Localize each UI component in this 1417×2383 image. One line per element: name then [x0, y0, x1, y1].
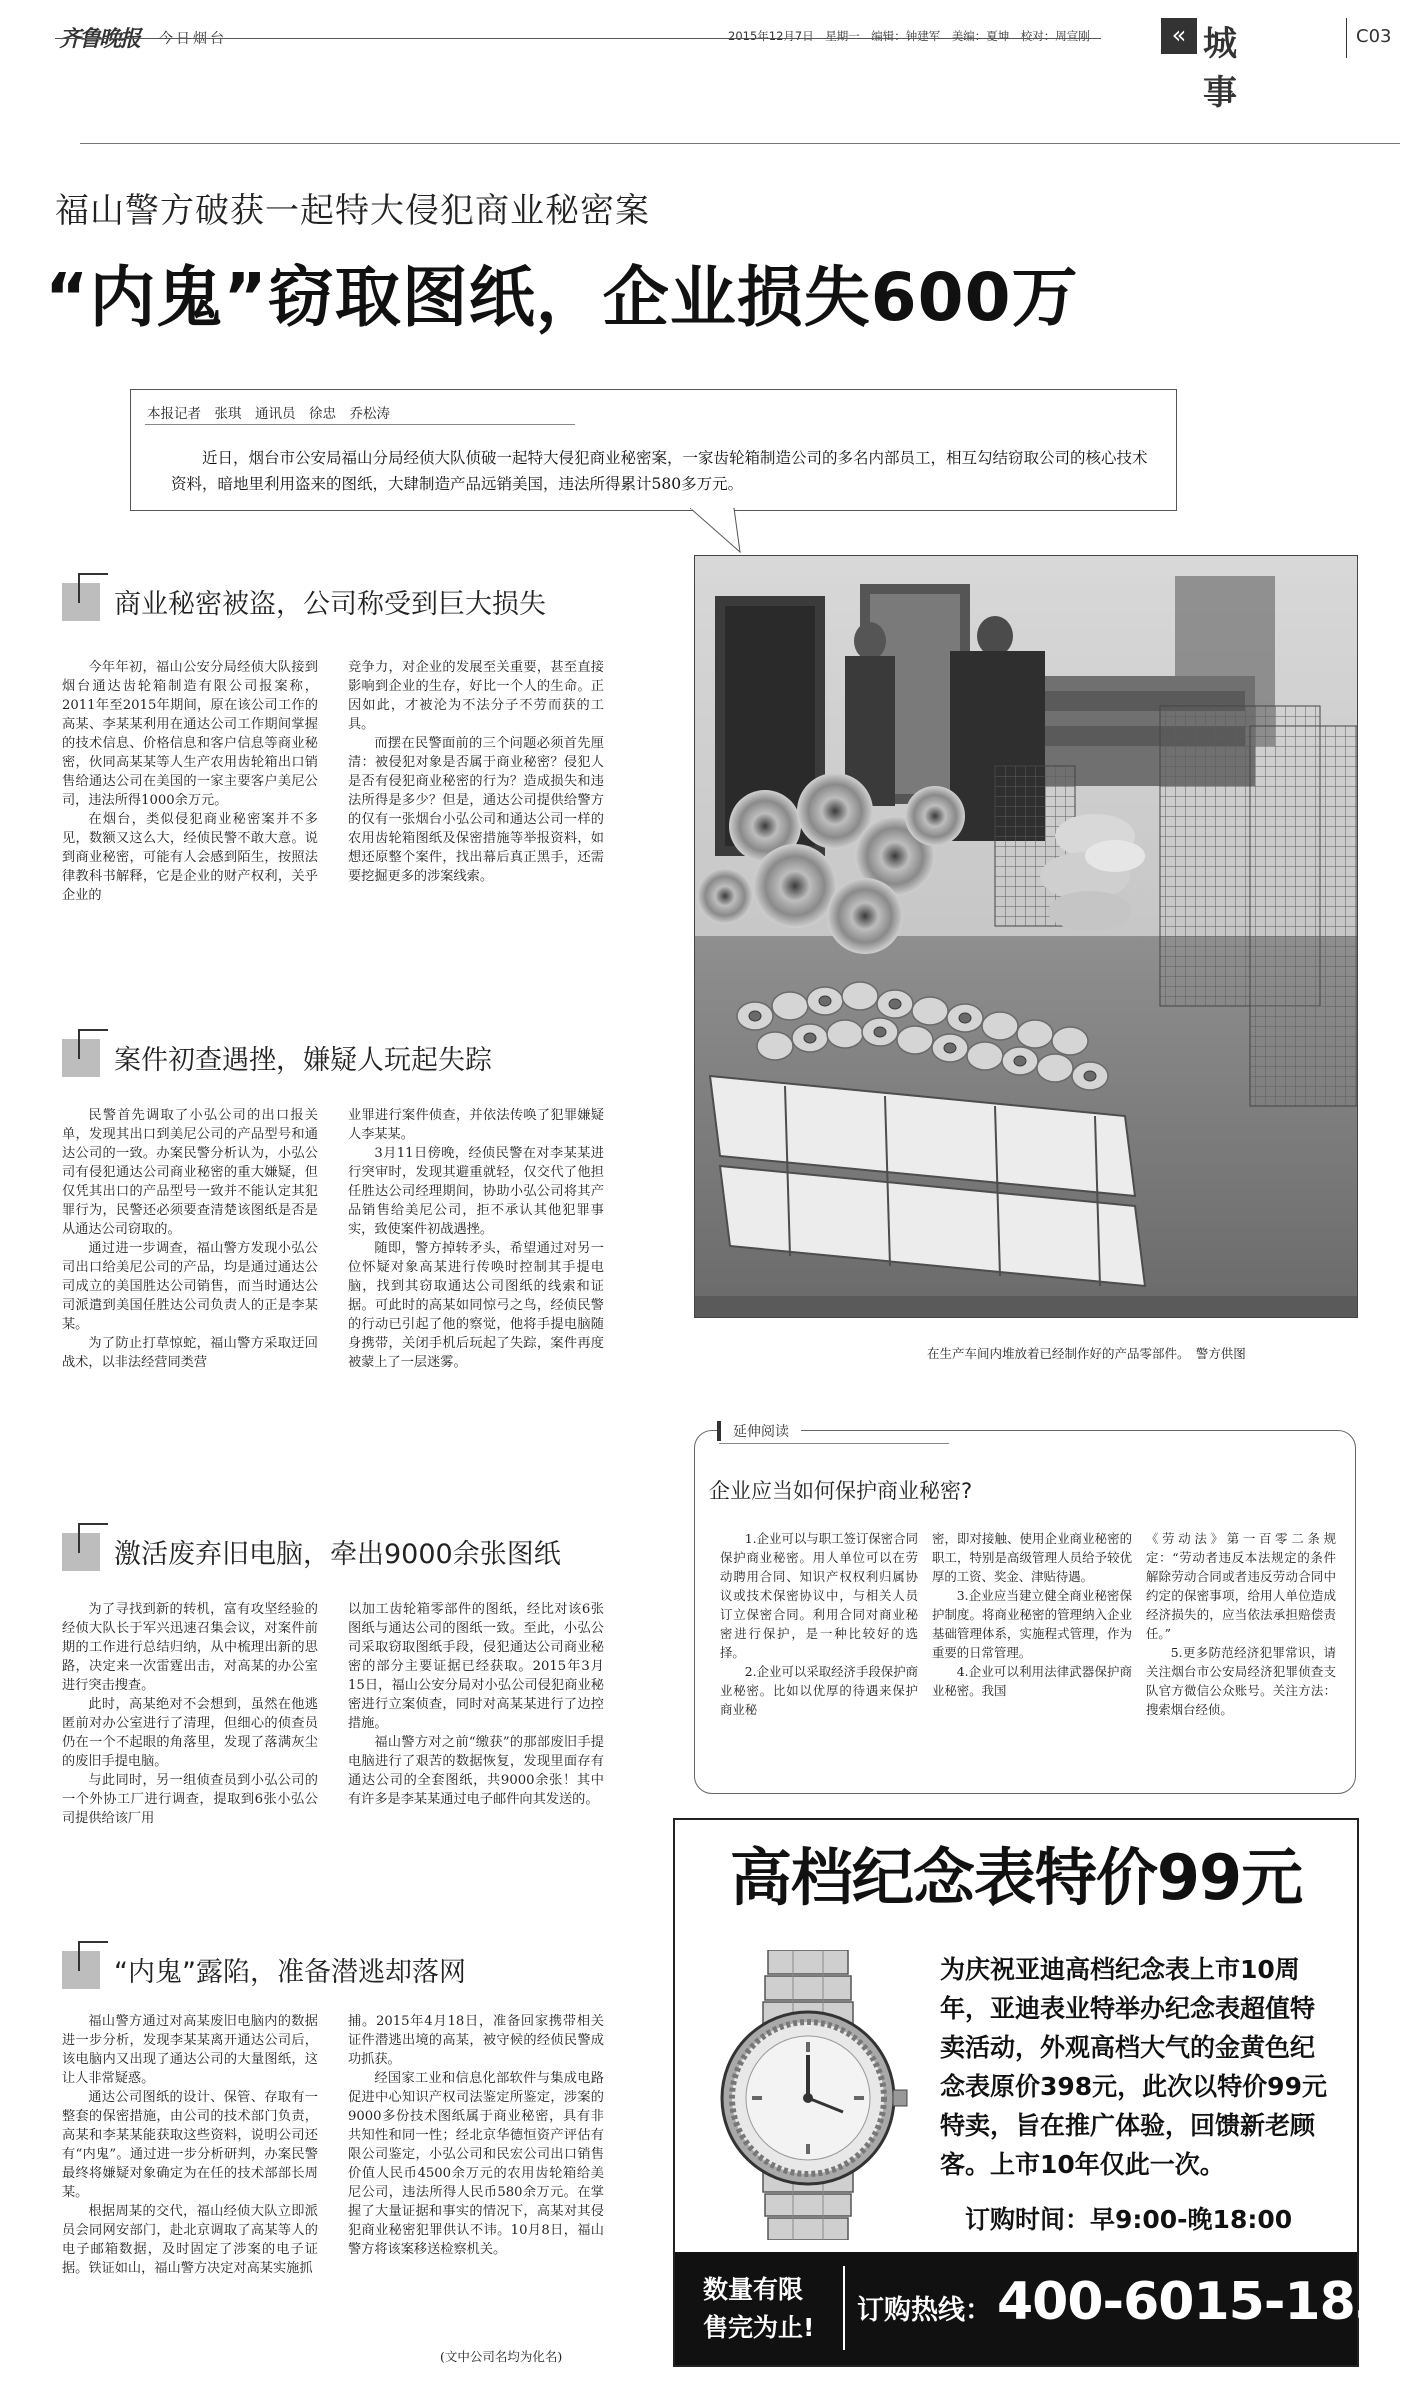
section-tag: 今日烟台	[159, 31, 227, 47]
paragraph: 经国家工业和信息化部软件与集成电路促进中心知识产权司法鉴定所鉴定，涉案的9000多份技术图纸属于商业秘密，具有非共知性和同一性；经北京华德恒资产评估有限公司鉴定，小弘公司和民宏公司出口销售价值人民币4500余万元的农用齿轮箱给美尼公司，违法所得人民币580余万元。在掌握了大量证据和事实的情况下，高某对其侵犯商业秘密犯罪供认不讳。10月8日，福山警方将该案移送检察机关。	[348, 2071, 604, 2257]
ad-hotline-label: 订购热线：	[857, 2295, 992, 2326]
section-4-heading	[62, 1950, 466, 1989]
page-number: C03	[1356, 26, 1392, 47]
paragraph: 民警首先调取了小弘公司的出口报关单，发现其出口到美尼公司的产品型号和通达公司的一致。办案民警分析认为，小弘公司有侵犯通达公司商业秘密的重大嫌疑，但仅凭其出口的产品型号一致并不能认定其犯罪行为，民警还必须要查清楚该图纸是否是从通达公司窃取的。	[62, 1108, 318, 1237]
warehouse-photo-illustration	[695, 556, 1357, 1317]
section-4-col-2	[348, 2012, 604, 2259]
masthead-divider	[1346, 18, 1347, 58]
byline-rule	[145, 424, 575, 425]
sidebar-tag-rule	[719, 1443, 949, 1444]
section-marker-icon	[62, 1951, 100, 1989]
column-title: 城事	[1203, 24, 1240, 113]
newspaper-logo: 齐鲁晚报	[59, 26, 140, 52]
paragraph: 为了防止打草惊蛇，福山警方采取迂回战术，以非法经营同类营	[62, 1336, 318, 1370]
lead-box	[130, 389, 1177, 511]
sidebar-box	[694, 1424, 1356, 1794]
ad-body: 为庆祝亚迪高档纪念表上市10周年，亚迪表业特举办纪念表超值特卖活动，外观高档大气的金黄色纪念表原价398元，此次以特价99元特卖，旨在推广体验，回馈新老顾客。上市10年仅此一次。	[940, 1955, 1327, 2179]
column-badge	[1161, 16, 1271, 113]
paragraph: 2.企业可以采取经济手段保护商业秘密。比如以优厚的待遇来保护商业秘	[720, 1664, 918, 1717]
section-marker-icon	[62, 1533, 100, 1571]
section-2-title: 案件初查遇挫，嫌疑人玩起失踪	[114, 1045, 492, 1076]
watch-advertisement	[673, 1818, 1390, 2367]
section-marker-icon	[62, 1039, 100, 1077]
paragraph: 而摆在民警面前的三个问题必须首先厘清：被侵犯对象是否属于商业秘密？侵犯人是否有侵犯商业秘密的行为？造成损失和违法所得是多少？但是，通达公司提供给警方的仅有一张烟台小弘公司和通达公司一样的农用齿轮箱图纸及保密措施等举报资料，如想还原整个案件，找出幕后真正黑手，还需要挖掘更多的涉案线索。	[348, 736, 604, 884]
sidebar-col-1	[720, 1529, 918, 1719]
top-rule	[80, 143, 1400, 144]
byline: 本报记者 张琪 通讯员 徐忠 乔松涛	[147, 406, 390, 422]
section-3-title: 激活废弃旧电脑，牵出9000余张图纸	[114, 1539, 561, 1570]
paragraph: 捕。2015年4月18日，准备回家携带相关证件潜逃出境的高某，被守候的经侦民警成功抓获。	[348, 2014, 604, 2067]
paragraph: 5.更多防范经济犯罪常识，请关注烟台市公安局经济犯罪侦查支队官方微信公众账号。关注方法：搜索烟台经侦。	[1146, 1645, 1336, 1717]
paragraph: 在烟台，类似侵犯商业秘密案并不多见，数额又这么大，经侦民警不敢大意。说到商业秘密，可能有人会感到陌生，按照法律教科书解释，它是企业的财产权利，关乎企业的	[62, 812, 318, 903]
sidebar-title: 企业应当如何保护商业秘密?	[709, 1479, 973, 1503]
paragraph: 4.企业可以利用法律武器保护商业秘密。我国	[932, 1664, 1132, 1698]
sidebar-tag: 延伸阅读	[717, 1421, 801, 1441]
ad-title: 高档纪念表特价99元	[729, 1841, 1303, 1914]
paragraph: 以加工齿轮箱零部件的图纸，经比对该6张图纸与通达公司的图纸一致。至此，小弘公司采取窃取图纸手段，侵犯通达公司商业秘密的部分主要证据已经获取。2015年3月15日，福山公安分局对小弘公司侵犯商业秘密进行立案侦查，同时对高某某进行了边控措施。	[348, 1602, 604, 1731]
section-1-heading	[62, 582, 546, 621]
section-1-col-1	[62, 658, 318, 905]
section-2-col-1	[62, 1106, 318, 1372]
headline-main: “内鬼”窃取图纸，企业损失600万	[45, 259, 1079, 336]
headline-kicker: 福山警方破获一起特大侵犯商业秘密案	[55, 191, 650, 231]
masthead-rule	[55, 38, 1101, 39]
section-3-col-2	[348, 1600, 604, 1809]
paragraph: 通达公司图纸的设计、保管、存取有一整套的保密措施，由公司的技术部门负责，高某和李某某能获取这些资料，说明公司还有“内鬼”。通过进一步分析研判，办案民警最终将嫌疑对象确定为在任的技术部部长周某。	[62, 2090, 318, 2200]
watch-image	[693, 1950, 923, 2240]
section-marker-icon	[62, 583, 100, 621]
ad-hotline-divider	[843, 2266, 845, 2350]
paragraph: 通过进一步调查，福山警方发现小弘公司出口给美尼公司的产品，均是通过通达公司成立的美国胜达公司销售，而当时通达公司派遣到美国任胜达公司负责人的正是李某某。	[62, 1241, 318, 1332]
ad-order-time: 订购时间：早9:00-晚18:00	[965, 2205, 1293, 2234]
paragraph: 为了寻找到新的转机，富有攻坚经验的经侦大队长于军兴迅速召集会议，对案件前期的工作进行总结归纳，从中梳理出新的思路，决定来一次雷霆出击，对高某的办公室进行突击搜查。	[62, 1602, 318, 1693]
section-1-col-2	[348, 658, 604, 886]
sidebar-col-3	[1146, 1529, 1336, 1719]
news-photo	[694, 555, 1358, 1318]
wristwatch-icon	[693, 1950, 923, 2240]
paragraph: 业罪进行案件侦查，并依法传唤了犯罪嫌疑人李某某。	[348, 1108, 604, 1142]
section-4-title: “内鬼”露陷，准备潜逃却落网	[114, 1957, 466, 1988]
section-3-col-1	[62, 1600, 318, 1828]
name-disclaimer: (文中公司名均为化名)	[440, 2349, 563, 2364]
paragraph: 此时，高某绝对不会想到，虽然在他逃匿前对办公室进行了清理，但细心的侦查员仍在一个不起眼的角落里，发现了落满灰尘的废旧手提电脑。	[62, 1697, 318, 1769]
sidebar-col-2	[932, 1529, 1132, 1700]
paragraph: 竞争力，对企业的发展至关重要，甚至直接影响到企业的生存，好比一个人的生命。正因如此，才被沦为不法分子不劳而获的工具。	[348, 660, 604, 732]
section-2-col-2	[348, 1106, 604, 1372]
paragraph: 3月11日傍晚，经侦民警在对李某某进行突审时，发现其避重就轻，仅交代了他担任胜达公司经理期间，协助小弘公司将其产品销售给美尼公司，拒不承认其他犯罪事实，致使案件初战遇挫。	[348, 1146, 604, 1237]
section-1-title: 商业秘密被盗，公司称受到巨大损失	[114, 589, 546, 620]
paragraph: 3.企业应当建立健全商业秘密保护制度。将商业秘密的管理纳入企业基础管理体系，实施程式管理，作为重要的日常管理。	[932, 1588, 1132, 1660]
section-3-heading	[62, 1532, 561, 1571]
masthead	[55, 12, 1392, 113]
paragraph: 福山警方对之前“缴获”的那部废旧手提电脑进行了艰苦的数据恢复，发现里面存有通达公司的全套图纸，共9000余张！其中有许多是李某某通过电子邮件向其发送的。	[348, 1735, 604, 1807]
paragraph: 与此同时，另一组侦查员到小弘公司的一个外协工厂进行调查，提取到6张小弘公司提供给该厂用	[62, 1773, 318, 1826]
lead-box-pointer	[690, 508, 750, 554]
ad-limited-line-2: 售完为止!	[703, 2313, 815, 2342]
ad-hotline-number: 400-6015-183	[997, 2272, 1390, 2332]
section-2-heading	[62, 1038, 492, 1077]
lead-text: 近日，烟台市公安局福山分局经侦大队侦破一起特大侵犯商业秘密案，一家齿轮箱制造公司的多名内部员工，相互勾结窃取公司的核心技术资料，暗地里利用盗来的图纸，大肆制造产品远销美国，违法所得累计580多万元。	[171, 449, 1148, 493]
paragraph: 《劳动法》第一百零二条规定：“劳动者违反本法规定的条件解除劳动合同或者违反劳动合同中约定的保密事项，给用人单位造成经济损失的，应当依法承担赔偿责任。”	[1146, 1531, 1336, 1641]
ad-hotline-bar	[675, 2252, 1390, 2365]
paragraph: 福山警方通过对高某废旧电脑内的数据进一步分析，发现李某某离开通达公司后，该电脑内又出现了通达公司的大量图纸，这让人非常疑惑。	[62, 2014, 318, 2086]
section-4-col-1	[62, 2012, 318, 2278]
paragraph: 1.企业可以与职工签订保密合同保护商业秘密。用人单位可以在劳动聘用合同、知识产权权利归属协议或技术保密协议中，与相关人员订立保密合同。利用合同对商业秘密进行保护，是一种比较好的选择。	[720, 1531, 918, 1660]
paragraph: 随即，警方掉转矛头，希望通过对另一位怀疑对象高某进行传唤时控制其手提电脑，找到其窃取通达公司图纸的线索和证据。可此时的高某如同惊弓之鸟，经侦民警的行动已引起了他的察觉，他将手提电脑随身携带，关闭手机后玩起了失踪，案件再度被蒙上了一层迷雾。	[348, 1241, 604, 1370]
page-meta: 2015年12月7日 星期一 编辑：钟建军 美编：夏坤 校对：周宣刚	[728, 29, 1090, 43]
paragraph: 根据周某的交代，福山经侦大队立即派员会同网安部门，赴北京调取了高某等人的电子邮箱数据，及时固定了涉案的电子证据。铁证如山，福山警方决定对高某实施抓	[62, 2204, 318, 2276]
chevron-left-icon: «	[1161, 18, 1197, 54]
ad-limited-line-1: 数量有限	[703, 2275, 804, 2304]
photo-caption: 在生产车间内堆放着已经制作好的产品零部件。 警方供图	[927, 1346, 1246, 1361]
paragraph: 密，即对接触、使用企业商业秘密的职工，特别是高级管理人员给予较优厚的工资、奖金、津贴待遇。	[932, 1531, 1132, 1584]
paragraph: 今年年初，福山公安分局经侦大队接到烟台通达齿轮箱制造有限公司报案称，2011年至2015年期间，原在该公司工作的高某、李某某利用在通达公司工作期间掌握的技术信息、价格信息和客户信息等商业秘密，伙同高某某等人生产农用齿轮箱出口销售给通达公司在美国的一家主要客户美尼公司，违法所得1000余万元。	[62, 660, 318, 808]
